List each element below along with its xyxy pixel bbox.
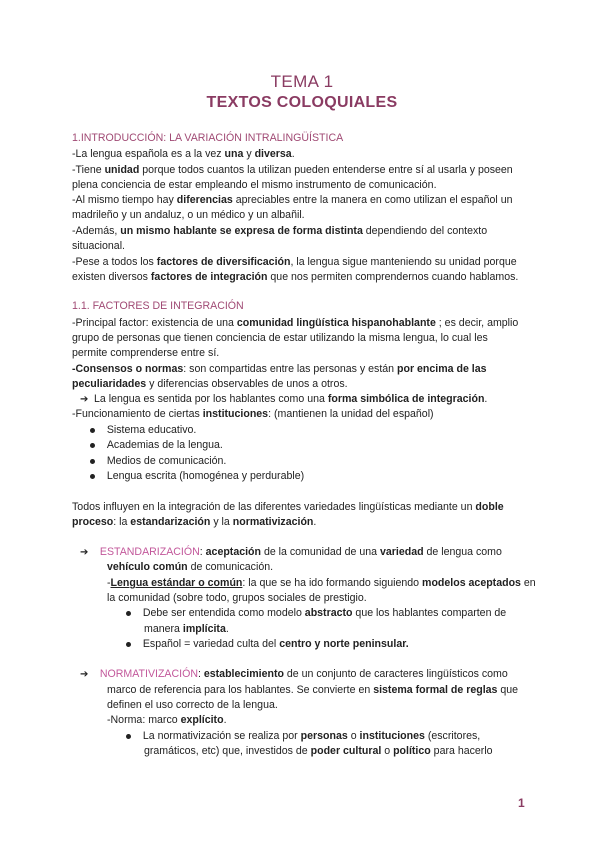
bullet-icon (126, 729, 134, 737)
paragraph-line: plena conciencia de estar empleando el mismo instrumento de comunicación. (72, 179, 437, 191)
paragraph-line: -Consensos o normas: son compartidas entre las personas y están por encima de las (72, 363, 487, 375)
section-heading-factores: 1.1. FACTORES DE INTEGRACIÓN (72, 300, 244, 312)
list-item: Español = variedad culta del centro y norte peninsular. (126, 637, 409, 652)
arrow-item: ➔ La lengua es sentida por los hablantes como una forma simbólica de integración. (80, 392, 487, 407)
paragraph-line: proceso: la estandarización y la normativización. (72, 516, 317, 528)
page-number: 1 (518, 796, 525, 810)
paragraph-line: -Al mismo tiempo hay diferencias apreciables entre la manera en como utilizan el español un (72, 194, 513, 206)
list-item: Medios de comunicación. (90, 454, 226, 469)
bullet-icon (90, 438, 98, 446)
arrow-icon: ➔ (80, 547, 89, 558)
bullet-icon (90, 469, 98, 477)
paragraph-line: -Lengua estándar o común: la que se ha ido formando siguiendo modelos aceptados en (107, 577, 536, 589)
paragraph-line: vehículo común de comunicación. (107, 561, 274, 573)
paragraph-line: la comunidad (sobre todo, grupos sociales de prestigio. (107, 592, 367, 604)
bullet-icon (126, 606, 134, 614)
paragraph-line: madrileño y un andaluz, o un médico y un albañil. (72, 209, 305, 221)
paragraph-line: existen diversos factores de integración que nos permiten comprendernos cuando hablamos. (72, 271, 519, 283)
bullet-icon (90, 423, 98, 431)
paragraph-line: permite comprenderse entre sí. (72, 347, 220, 359)
bullet-icon (126, 637, 134, 645)
bullet-icon (90, 454, 98, 462)
paragraph-line: -Tiene unidad porque todos cuantos la utilizan pueden entenderse entre sí al usarla y poseen (72, 164, 513, 176)
list-item: La normativización se realiza por personas o instituciones (escritores, (126, 729, 480, 744)
paragraph-line: -La lengua española es a la vez una y diversa. (72, 148, 295, 160)
paragraph-line: marco de referencia para los hablantes. Se convierte en sistema formal de reglas que (107, 684, 519, 696)
arrow-item-estandarizacion: ➔ ESTANDARIZACIÓN: aceptación de la comunidad de una variedad de lengua como (80, 545, 502, 560)
tema-label: TEMA 1 (270, 72, 334, 91)
paragraph-line: grupo de personas que tienen conciencia de estar utilizando la misma lengua, lo cual les (72, 332, 488, 344)
paragraph-line: -Pese a todos los factores de diversificación, la lengua sigue manteniendo su unidad porque (72, 256, 517, 268)
section-heading-introduccion: 1.INTRODUCCIÓN: LA VARIACIÓN INTRALINGÜÍSTICA (72, 132, 344, 144)
paragraph-line: peculiaridades y diferencias observables de unos a otros. (72, 378, 348, 390)
paragraph-line: manera implícita. (144, 623, 229, 635)
list-item: Lengua escrita (homogénea y perdurable) (90, 469, 304, 484)
paragraph-line: -Norma: marco explícito. (107, 714, 227, 726)
arrow-icon: ➔ (80, 669, 89, 680)
document-title: TEXTOS COLOQUIALES (206, 94, 398, 111)
arrow-item-normativizacion: ➔ NORMATIVIZACIÓN: establecimiento de un conjunto de caracteres lingüísticos como (80, 667, 508, 682)
paragraph-line: -Además, un mismo hablante se expresa de forma distinta dependiendo del contexto (72, 225, 488, 237)
paragraph-line: situacional. (72, 240, 125, 252)
list-item: Academias de la lengua. (90, 438, 223, 453)
list-item: Sistema educativo. (90, 423, 196, 438)
list-item: Debe ser entendida como modelo abstracto que los hablantes comparten de (126, 606, 506, 621)
paragraph-line: Todos influyen en la integración de las diferentes variedades lingüísticas mediante un doble (72, 501, 504, 513)
paragraph-line: -Principal factor: existencia de una comunidad lingüística hispanohablante ; es decir, amplio (72, 317, 519, 329)
paragraph-line: gramáticos, etc) que, investidos de poder cultural o político para hacerlo (144, 745, 493, 757)
paragraph-line: -Funcionamiento de ciertas instituciones: (mantienen la unidad del español) (72, 408, 434, 420)
arrow-icon: ➔ (80, 394, 89, 405)
paragraph-line: definen el uso correcto de la lengua. (107, 699, 278, 711)
